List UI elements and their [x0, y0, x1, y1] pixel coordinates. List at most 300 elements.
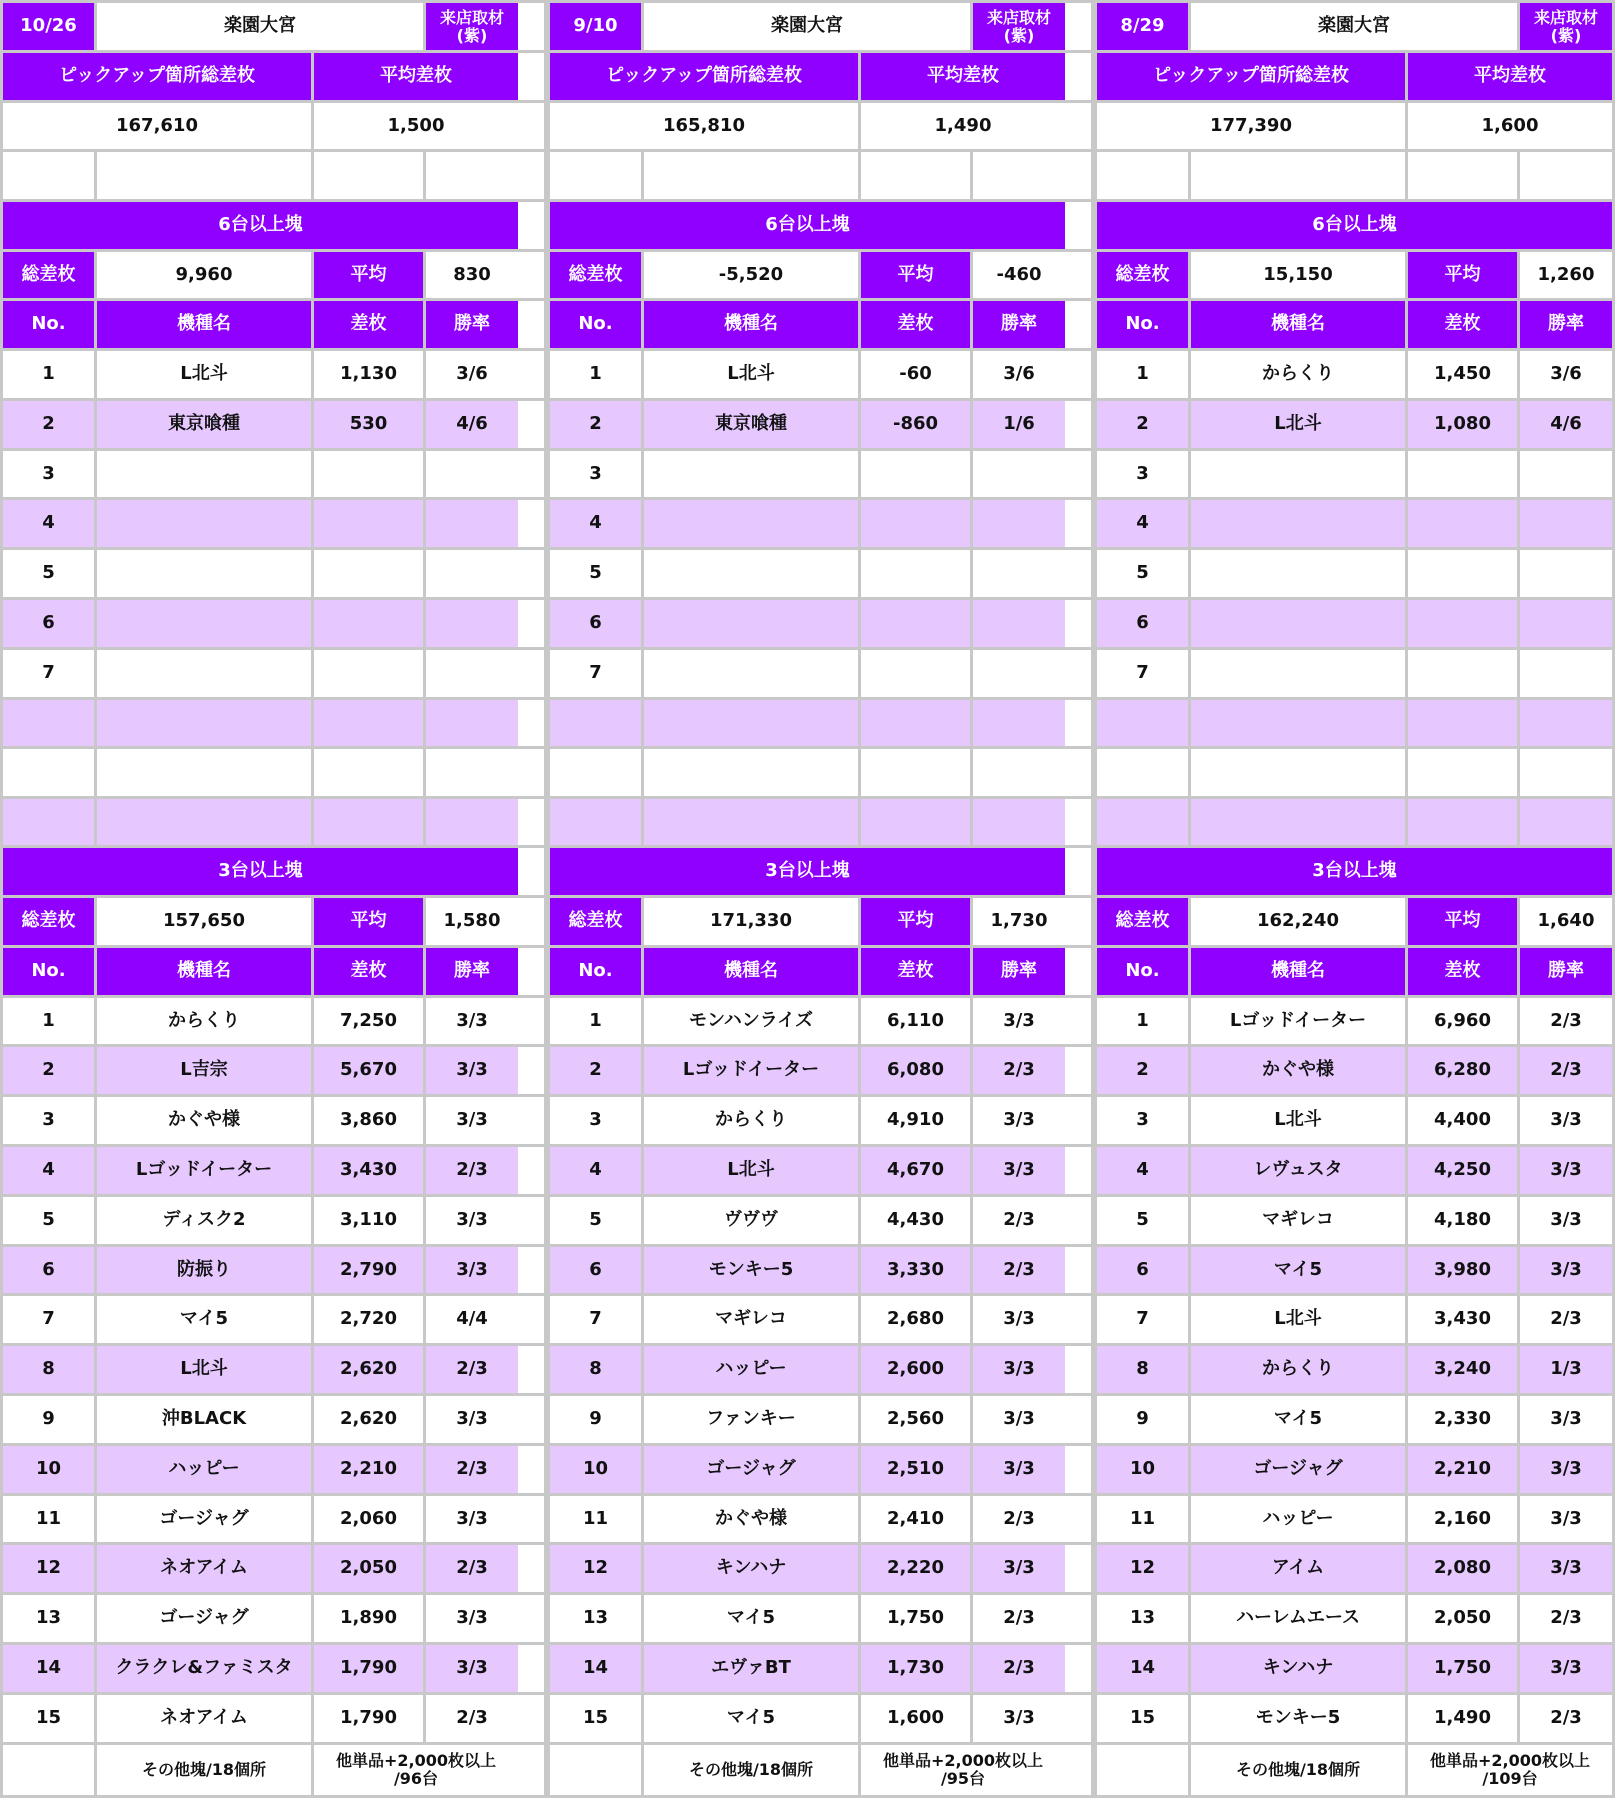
row-no: 5 — [550, 550, 641, 597]
row-win: 3/3 — [973, 1147, 1065, 1194]
row-win: 3/3 — [426, 1197, 518, 1244]
row-diff: 2,330 — [1408, 1396, 1517, 1443]
empty-cell — [1191, 749, 1405, 796]
empty-cell — [550, 799, 641, 845]
pickup-total-value: 177,390 — [1097, 103, 1405, 149]
row-no: 8 — [1097, 1346, 1188, 1393]
row-model: ゴージャグ — [97, 1496, 311, 1542]
row-no: 10 — [1097, 1446, 1188, 1493]
row-model: モンキー5 — [1191, 1695, 1405, 1742]
row-win: 2/3 — [1520, 1047, 1612, 1094]
separator-cell — [1065, 401, 1091, 448]
row-model — [97, 451, 311, 497]
row-win: 3/3 — [1520, 1197, 1612, 1244]
empty-cell — [550, 749, 641, 796]
empty-cell — [1408, 152, 1517, 199]
row-model: マイ5 — [1191, 1247, 1405, 1293]
date-label: 9/10 — [550, 3, 641, 50]
separator-cell — [1065, 202, 1091, 249]
row-no: 14 — [550, 1645, 641, 1692]
row-win — [973, 451, 1065, 497]
separator-cell — [518, 1595, 544, 1642]
row-diff: 4,430 — [861, 1197, 970, 1244]
row-win: 3/3 — [426, 1645, 518, 1692]
row-no: 4 — [550, 1147, 641, 1194]
three-total-value: 157,650 — [97, 898, 311, 945]
row-diff: 1,450 — [1408, 351, 1517, 398]
row-win: 3/3 — [426, 1247, 518, 1293]
row-diff: 6,960 — [1408, 998, 1517, 1044]
row-win — [1520, 600, 1612, 647]
separator-cell — [1065, 53, 1091, 100]
row-model — [644, 550, 858, 597]
row-win: 2/3 — [1520, 1695, 1612, 1742]
row-model: キンハナ — [1191, 1645, 1405, 1692]
row-no: 8 — [550, 1346, 641, 1393]
row-diff: 6,080 — [861, 1047, 970, 1094]
row-model — [1191, 550, 1405, 597]
row-win: 4/6 — [1520, 401, 1612, 448]
separator-cell — [1065, 1496, 1091, 1542]
empty-cell — [3, 1745, 94, 1795]
row-no: 1 — [550, 351, 641, 398]
row-model: モンキー5 — [644, 1247, 858, 1293]
col-header-diff: 差枚 — [1408, 948, 1517, 995]
row-diff — [861, 600, 970, 647]
avg-label: 平均 — [861, 252, 970, 298]
row-no: 5 — [3, 1197, 94, 1244]
row-win: 2/3 — [973, 1197, 1065, 1244]
row-no: 4 — [1097, 500, 1188, 547]
row-no: 1 — [1097, 351, 1188, 398]
empty-cell — [426, 749, 518, 796]
empty-cell — [3, 700, 94, 746]
col-header-model: 機種名 — [644, 301, 858, 348]
row-model — [97, 650, 311, 697]
separator-cell — [518, 1346, 544, 1393]
separator-cell — [1065, 550, 1091, 597]
separator-cell — [1065, 998, 1091, 1044]
separator-cell — [518, 1097, 544, 1144]
row-no: 13 — [3, 1595, 94, 1642]
row-diff: 4,670 — [861, 1147, 970, 1194]
row-win: 2/3 — [973, 1645, 1065, 1692]
row-win — [426, 650, 518, 697]
row-model: からくり — [97, 998, 311, 1044]
separator-cell — [518, 1247, 544, 1293]
empty-cell — [644, 799, 858, 845]
separator-cell — [1065, 1446, 1091, 1493]
row-diff: 3,430 — [1408, 1296, 1517, 1343]
pickup-avg-header: 平均差枚 — [314, 53, 518, 100]
empty-cell — [1520, 152, 1612, 199]
row-diff: 2,220 — [861, 1545, 970, 1592]
row-win: 2/3 — [973, 1595, 1065, 1642]
separator-cell — [518, 600, 544, 647]
empty-cell — [1408, 700, 1517, 746]
row-model: キンハナ — [644, 1545, 858, 1592]
row-model: ハッピー — [644, 1346, 858, 1393]
separator-cell — [1065, 1595, 1091, 1642]
separator-cell — [518, 1545, 544, 1592]
other-blocks-note: その他塊/18個所 — [644, 1745, 858, 1795]
six-section-title: 6台以上塊 — [1097, 202, 1612, 249]
row-model — [97, 500, 311, 547]
row-win: 3/3 — [973, 1396, 1065, 1443]
total-label: 総差枚 — [1097, 252, 1188, 298]
row-diff — [314, 650, 423, 697]
row-win: 4/6 — [426, 401, 518, 448]
three-section-title: 3台以上塊 — [3, 848, 518, 895]
row-model: ハッピー — [97, 1446, 311, 1493]
col-header-no: No. — [1097, 301, 1188, 348]
row-diff: 2,210 — [314, 1446, 423, 1493]
row-win: 3/3 — [1520, 1396, 1612, 1443]
row-no: 10 — [3, 1446, 94, 1493]
row-win: 3/6 — [973, 351, 1065, 398]
pickup-total-value: 165,810 — [550, 103, 858, 149]
row-win: 3/3 — [1520, 1545, 1612, 1592]
row-no: 3 — [550, 1097, 641, 1144]
row-no: 15 — [1097, 1695, 1188, 1742]
row-model: L北斗 — [1191, 1296, 1405, 1343]
three-avg-value: 1,640 — [1520, 898, 1612, 945]
separator-cell — [1065, 1645, 1091, 1692]
separator-cell — [518, 3, 544, 50]
pickup-avg-value: 1,600 — [1408, 103, 1612, 149]
separator-cell — [518, 500, 544, 547]
date-label: 8/29 — [1097, 3, 1188, 50]
empty-cell — [97, 749, 311, 796]
separator-cell — [518, 998, 544, 1044]
empty-cell — [973, 799, 1065, 845]
empty-cell — [97, 799, 311, 845]
row-diff: 4,910 — [861, 1097, 970, 1144]
col-header-no: No. — [3, 948, 94, 995]
row-model — [644, 600, 858, 647]
pickup-avg-value: 1,500 — [314, 103, 518, 149]
avg-label: 平均 — [1408, 898, 1517, 945]
avg-label: 平均 — [1408, 252, 1517, 298]
col-header-model: 機種名 — [1191, 948, 1405, 995]
visit-tag: 来店取材 (紫) — [426, 3, 518, 50]
row-win: 2/3 — [1520, 998, 1612, 1044]
empty-cell — [861, 152, 970, 199]
row-model: ディスク2 — [97, 1197, 311, 1244]
separator-cell — [518, 451, 544, 497]
row-win: 3/3 — [1520, 1496, 1612, 1542]
row-win: 2/3 — [426, 1147, 518, 1194]
empty-cell — [550, 700, 641, 746]
col-header-model: 機種名 — [644, 948, 858, 995]
row-diff: 1,750 — [861, 1595, 970, 1642]
separator-cell — [518, 1446, 544, 1493]
row-diff: 3,980 — [1408, 1247, 1517, 1293]
separator-cell — [1065, 1346, 1091, 1393]
row-no: 6 — [1097, 1247, 1188, 1293]
col-header-win: 勝率 — [973, 948, 1065, 995]
row-no: 2 — [550, 401, 641, 448]
row-diff: 1,750 — [1408, 1645, 1517, 1692]
separator-cell — [518, 401, 544, 448]
separator-cell — [1065, 650, 1091, 697]
row-model: ゴージャグ — [644, 1446, 858, 1493]
row-no: 4 — [550, 500, 641, 547]
row-diff: 2,620 — [314, 1346, 423, 1393]
separator-cell — [518, 799, 544, 845]
empty-cell — [314, 152, 423, 199]
row-win: 2/3 — [426, 1446, 518, 1493]
row-model — [644, 500, 858, 547]
six-avg-value: 830 — [426, 252, 518, 298]
row-diff: 1,790 — [314, 1645, 423, 1692]
row-win: 2/3 — [973, 1047, 1065, 1094]
row-no: 6 — [3, 600, 94, 647]
avg-label: 平均 — [861, 898, 970, 945]
row-win: 3/3 — [1520, 1147, 1612, 1194]
row-diff — [1408, 600, 1517, 647]
row-diff — [314, 500, 423, 547]
separator-cell — [1065, 898, 1091, 945]
row-model: L北斗 — [97, 351, 311, 398]
row-diff: 2,160 — [1408, 1496, 1517, 1542]
six-section-title: 6台以上塊 — [550, 202, 1065, 249]
empty-cell — [644, 700, 858, 746]
row-diff: 530 — [314, 401, 423, 448]
empty-cell — [550, 1745, 641, 1795]
empty-cell — [426, 799, 518, 845]
row-no: 1 — [1097, 998, 1188, 1044]
row-no: 7 — [1097, 650, 1188, 697]
row-no: 1 — [3, 351, 94, 398]
separator-cell — [1065, 301, 1091, 348]
row-model: からくり — [1191, 1346, 1405, 1393]
row-model: マイ5 — [1191, 1396, 1405, 1443]
row-no: 5 — [1097, 1197, 1188, 1244]
store-name: 楽園大宮 — [1191, 3, 1517, 50]
row-model — [1191, 650, 1405, 697]
empty-cell — [1097, 799, 1188, 845]
row-diff: 7,250 — [314, 998, 423, 1044]
empty-cell — [644, 749, 858, 796]
col-header-diff: 差枚 — [1408, 301, 1517, 348]
col-header-win: 勝率 — [973, 301, 1065, 348]
row-model: 東京喰種 — [97, 401, 311, 448]
row-model: L北斗 — [1191, 1097, 1405, 1144]
col-header-diff: 差枚 — [314, 948, 423, 995]
row-no: 9 — [550, 1396, 641, 1443]
row-model: アイム — [1191, 1545, 1405, 1592]
row-win: 3/3 — [973, 1695, 1065, 1742]
row-win: 2/3 — [1520, 1595, 1612, 1642]
row-model: マギレコ — [644, 1296, 858, 1343]
row-model: L北斗 — [1191, 401, 1405, 448]
separator-cell — [1065, 749, 1091, 796]
row-diff: 2,720 — [314, 1296, 423, 1343]
col-header-win: 勝率 — [1520, 948, 1612, 995]
row-model: Lゴッドイーター — [97, 1147, 311, 1194]
separator-cell — [518, 898, 544, 945]
row-model: Lゴッドイーター — [1191, 998, 1405, 1044]
row-no: 2 — [1097, 401, 1188, 448]
row-no: 11 — [550, 1496, 641, 1542]
empty-cell — [973, 749, 1065, 796]
row-diff — [1408, 650, 1517, 697]
separator-cell — [518, 1645, 544, 1692]
separator-cell — [518, 550, 544, 597]
row-diff: 4,250 — [1408, 1147, 1517, 1194]
three-section-title: 3台以上塊 — [550, 848, 1065, 895]
col-header-no: No. — [550, 948, 641, 995]
separator-cell — [518, 749, 544, 796]
row-win — [1520, 550, 1612, 597]
six-total-value: 15,150 — [1191, 252, 1405, 298]
row-win — [1520, 500, 1612, 547]
row-diff — [861, 451, 970, 497]
row-model: 沖BLACK — [97, 1396, 311, 1443]
three-avg-value: 1,580 — [426, 898, 518, 945]
empty-cell — [314, 700, 423, 746]
row-win: 3/6 — [426, 351, 518, 398]
row-diff: 2,080 — [1408, 1545, 1517, 1592]
row-no: 7 — [3, 1296, 94, 1343]
row-model — [1191, 600, 1405, 647]
row-win: 3/3 — [973, 1097, 1065, 1144]
total-label: 総差枚 — [1097, 898, 1188, 945]
row-no: 2 — [3, 1047, 94, 1094]
row-diff: 2,790 — [314, 1247, 423, 1293]
row-win: 3/3 — [426, 1496, 518, 1542]
separator-cell — [1065, 152, 1091, 199]
row-model: ヴヴヴ — [644, 1197, 858, 1244]
empty-cell — [861, 700, 970, 746]
col-header-diff: 差枚 — [861, 301, 970, 348]
total-label: 総差枚 — [550, 252, 641, 298]
six-section-title: 6台以上塊 — [3, 202, 518, 249]
row-win — [426, 451, 518, 497]
separator-cell — [518, 1197, 544, 1244]
row-model: マイ5 — [97, 1296, 311, 1343]
separator-cell — [518, 1396, 544, 1443]
row-model: マギレコ — [1191, 1197, 1405, 1244]
row-model: レヴュスタ — [1191, 1147, 1405, 1194]
pickup-avg-header: 平均差枚 — [1408, 53, 1612, 100]
other-blocks-note: その他塊/18個所 — [97, 1745, 311, 1795]
row-diff: 3,240 — [1408, 1346, 1517, 1393]
row-no: 13 — [550, 1595, 641, 1642]
separator-cell — [1065, 1396, 1091, 1443]
row-diff — [1408, 500, 1517, 547]
row-model: L北斗 — [644, 1147, 858, 1194]
six-total-value: 9,960 — [97, 252, 311, 298]
row-model: エヴァBT — [644, 1645, 858, 1692]
row-win: 2/3 — [426, 1346, 518, 1393]
empty-cell — [97, 152, 311, 199]
row-win — [426, 500, 518, 547]
empty-cell — [3, 749, 94, 796]
col-header-no: No. — [550, 301, 641, 348]
row-win: 3/3 — [426, 998, 518, 1044]
row-win: 4/4 — [426, 1296, 518, 1343]
row-diff: 2,510 — [861, 1446, 970, 1493]
row-diff: 1,490 — [1408, 1695, 1517, 1742]
empty-cell — [861, 749, 970, 796]
row-win: 1/6 — [973, 401, 1065, 448]
row-no: 3 — [1097, 451, 1188, 497]
row-diff — [1408, 550, 1517, 597]
row-no: 3 — [1097, 1097, 1188, 1144]
row-no: 15 — [3, 1695, 94, 1742]
row-diff: 2,410 — [861, 1496, 970, 1542]
avg-label: 平均 — [314, 252, 423, 298]
row-win: 3/3 — [973, 1446, 1065, 1493]
separator-cell — [1065, 1745, 1091, 1795]
row-model: からくり — [644, 1097, 858, 1144]
separator-cell — [518, 252, 544, 298]
row-diff: -60 — [861, 351, 970, 398]
total-label: 総差枚 — [550, 898, 641, 945]
separator-cell — [518, 103, 544, 149]
row-no: 5 — [1097, 550, 1188, 597]
separator-cell — [518, 301, 544, 348]
row-no: 2 — [3, 401, 94, 448]
pickup-total-value: 167,610 — [3, 103, 311, 149]
row-model: ゴージャグ — [97, 1595, 311, 1642]
row-model: マイ5 — [644, 1695, 858, 1742]
row-diff: 1,730 — [861, 1645, 970, 1692]
row-model: かぐや様 — [1191, 1047, 1405, 1094]
row-no: 14 — [1097, 1645, 1188, 1692]
empty-cell — [1191, 799, 1405, 845]
empty-cell — [644, 152, 858, 199]
empty-cell — [1191, 152, 1405, 199]
row-diff: 2,620 — [314, 1396, 423, 1443]
separator-cell — [1065, 848, 1091, 895]
row-no: 3 — [550, 451, 641, 497]
row-diff: 5,670 — [314, 1047, 423, 1094]
row-no: 3 — [3, 1097, 94, 1144]
row-diff: 2,210 — [1408, 1446, 1517, 1493]
row-win: 3/3 — [426, 1595, 518, 1642]
row-diff: 1,130 — [314, 351, 423, 398]
row-diff: 1,600 — [861, 1695, 970, 1742]
row-diff: 2,560 — [861, 1396, 970, 1443]
row-diff: 6,280 — [1408, 1047, 1517, 1094]
pickup-total-header: ピックアップ箇所総差枚 — [3, 53, 311, 100]
three-total-value: 171,330 — [644, 898, 858, 945]
row-diff: 2,050 — [1408, 1595, 1517, 1642]
visit-tag: 来店取材 (紫) — [1520, 3, 1612, 50]
empty-cell — [426, 152, 518, 199]
pickup-total-header: ピックアップ箇所総差枚 — [550, 53, 858, 100]
row-win: 3/3 — [426, 1396, 518, 1443]
row-diff: 2,060 — [314, 1496, 423, 1542]
row-no: 7 — [550, 1296, 641, 1343]
row-diff: 3,330 — [861, 1247, 970, 1293]
row-win: 3/3 — [973, 1545, 1065, 1592]
row-model: ハーレムエース — [1191, 1595, 1405, 1642]
separator-cell — [518, 1695, 544, 1742]
row-win: 3/3 — [426, 1047, 518, 1094]
row-no: 7 — [550, 650, 641, 697]
six-avg-value: -460 — [973, 252, 1065, 298]
row-win — [973, 600, 1065, 647]
separator-cell — [518, 351, 544, 398]
three-total-value: 162,240 — [1191, 898, 1405, 945]
row-win: 3/3 — [1520, 1097, 1612, 1144]
empty-cell — [973, 152, 1065, 199]
row-win: 2/3 — [426, 1545, 518, 1592]
